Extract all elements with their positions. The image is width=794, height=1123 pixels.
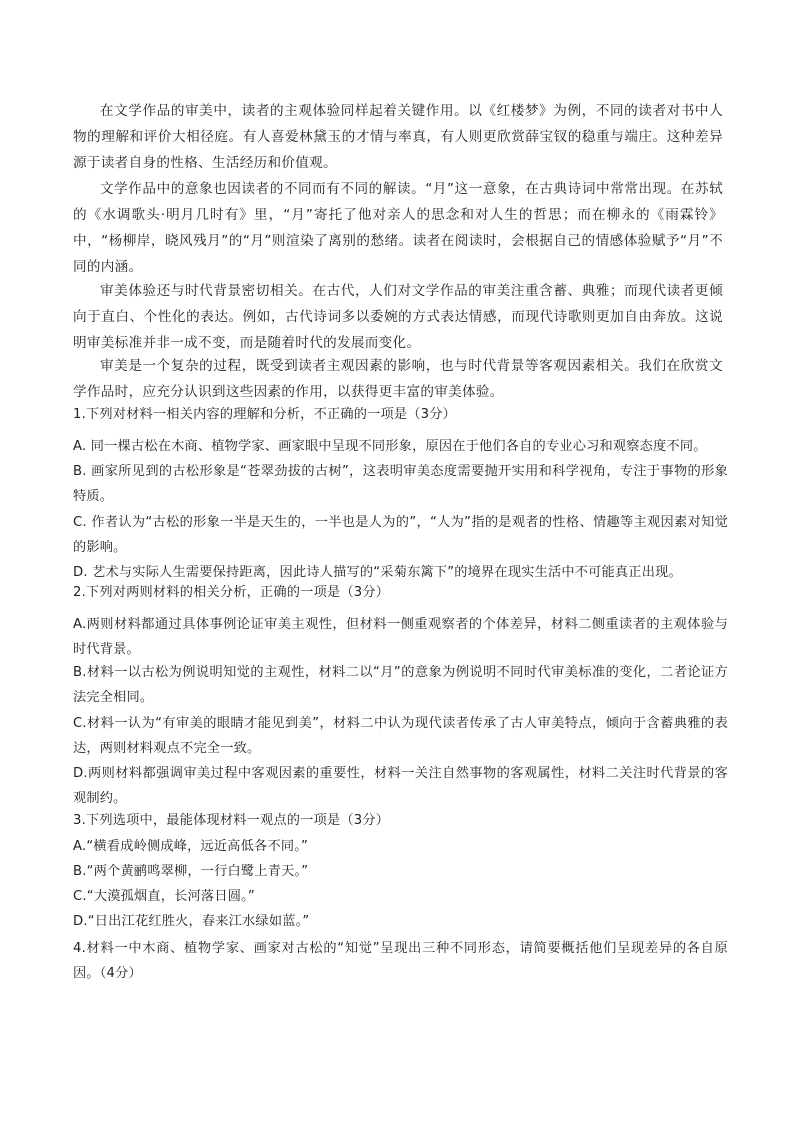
question-3-option-a: A.“横看成岭侧成峰，远近高低各不同。”: [73, 839, 309, 854]
question-1-stem: 1.下列对材料一相关内容的理解和分析，不正确的一项是（3分）: [73, 407, 457, 422]
question-3-option-d: D.“日出江花红胜火，春来江水绿如蓝。”: [73, 914, 310, 929]
question-1-option-c: C. 作者认为“古松的形象一半是天生的，一半也是人为的”，“人为”指的是观者的性格、情趣等主观因素对知觉的影响。: [73, 515, 728, 555]
question-1-option-d: D. 艺术与实际人生需要保持距离，因此诗人描写的“采菊东篱下”的境界在现实生活中不可能真正出现。: [73, 565, 682, 580]
question-4-stem: 4.材料一中木商、植物学家、画家对古松的“知觉”呈现出三种不同形态，请简要概括他们呈现差异的各自原因。（4分）: [73, 941, 728, 981]
passage-paragraph-1: 在文学作品的审美中，读者的主观体验同样起着关键作用。以《红楼梦》为例，不同的读者对书中人物的理解和评价大相径庭。有人喜爱林黛玉的才情与率真，有人则更欣赏薛宝钗的稳重与端庄。这种差异源于读者自身的性格、生活经历和价值观。: [73, 103, 723, 171]
question-1-option-a: A. 同一棵古松在木商、植物学家、画家眼中呈现不同形象，原因在于他们各自的专业心习和观察态度不同。: [73, 439, 707, 454]
question-3-option-b: B.“两个黄鹂鸣翠柳，一行白鹭上青天。”: [73, 864, 309, 879]
passage-paragraph-3: 审美体验还与时代背景密切相关。在古代，人们对文学作品的审美注重含蓄、典雅；而现代读者更倾向于直白、个性化的表达。例如，古代诗词多以委婉的方式表达情感，而现代诗歌则更加自由奔放。这说明审美标准并非一成不变，而是随着时代的发展而变化。: [73, 283, 723, 351]
passage-paragraph-2: 文学作品中的意象也因读者的不同而有不同的解读。“月”这一意象，在古典诗词中常常出现。在苏轼的《水调歌头·明月几时有》里，“月”寄托了他对亲人的思念和对人生的哲思；而在柳永的《雨霖铃》中，“杨柳岸，晓风残月”的“月”则渲染了离别的愁绪。读者在阅读时，会根据自己的情感体验赋予“月”不同的内涵。: [73, 181, 723, 275]
question-3-option-c: C.“大漠孤烟直，长河落日圆。”: [73, 889, 255, 904]
question-2-option-d: D.两则材料都强调审美过程中客观因素的重要性，材料一关注自然事物的客观属性，材料二关注时代背景的客观制约。: [73, 766, 728, 806]
question-2-option-a: A.两则材料都通过具体事例论证审美主观性，但材料一侧重观察者的个体差异，材料二侧重读者的主观体验与时代背景。: [73, 617, 728, 657]
question-1-option-b: B. 画家所见到的古松形象是“苍翠劲拔的古树”，这表明审美态度需要抛开实用和科学视角，专注于事物的形象特质。: [73, 464, 728, 504]
question-2-option-c: C.材料一认为“有审美的眼睛才能见到美”，材料二中认为现代读者传承了古人审美特点，倾向于含蓄典雅的表达，两则材料观点不完全一致。: [73, 716, 728, 756]
question-3-stem: 3.下列选项中，最能体现材料一观点的一项是（3分）: [73, 813, 390, 828]
passage-paragraph-4: 审美是一个复杂的过程，既受到读者主观因素的影响，也与时代背景等客观因素相关。我们在欣赏文学作品时，应充分认识到这些因素的作用，以获得更丰富的审美体验。: [73, 358, 723, 400]
question-2-option-b: B.材料一以古松为例说明知觉的主观性，材料二以“月”的意象为例说明不同时代审美标准的变化，二者论证方法完全相同。: [73, 665, 728, 705]
question-2-stem: 2.下列对两则材料的相关分析，正确的一项是（3分）: [73, 585, 390, 600]
